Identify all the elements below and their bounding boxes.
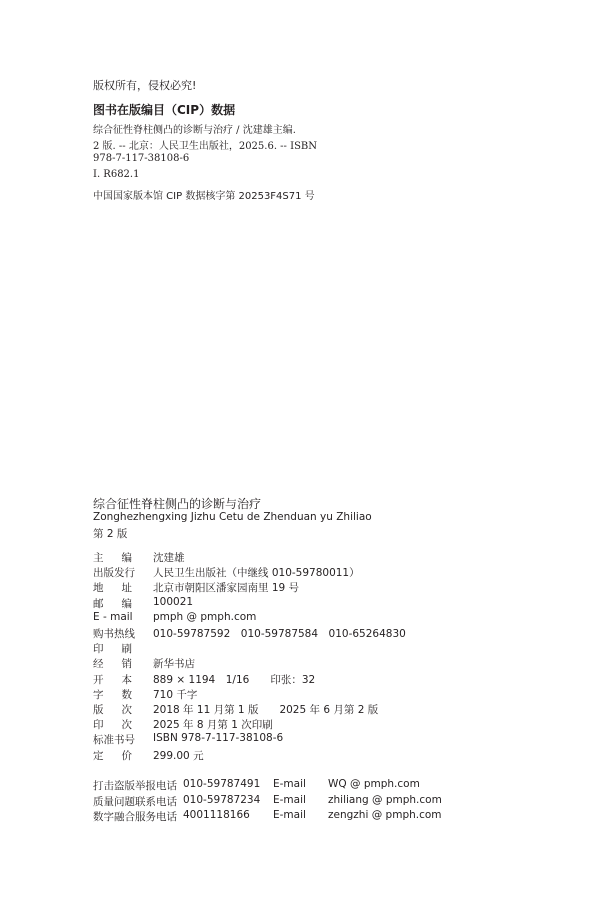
info-value: 2025 年 8 月第 1 次印刷 xyxy=(153,719,273,732)
contact-type: E-mail xyxy=(273,809,306,821)
cip-line-3: 978-7-117-38108-6 xyxy=(93,153,190,164)
book-edition: 第 2 版 xyxy=(93,528,128,540)
info-label: 定 价 xyxy=(93,749,132,762)
contact-email: zhiliang @ pmph.com xyxy=(328,793,442,806)
info-value: 100021 xyxy=(153,595,194,608)
info-value: ISBN 978-7-117-38108-6 xyxy=(153,732,284,745)
copyright-notice: 版权所有，侵权必究! xyxy=(93,79,197,92)
cip-line-1: 综合征性脊柱侧凸的诊断与治疗 / 沈建雄主编. xyxy=(93,125,296,136)
info-value: 沈建雄 xyxy=(153,552,185,564)
info-label: 版 次 xyxy=(93,704,132,716)
contact-phone: 010-59787491 xyxy=(183,778,261,790)
info-label: 经 销 xyxy=(93,658,132,671)
contact-phone: 4001118166 xyxy=(183,809,250,821)
info-label: 地 址 xyxy=(93,582,132,595)
info-value: 人民卫生出版社（中继线 010-59780011） xyxy=(153,567,360,580)
info-label: 印 刷 xyxy=(93,643,132,656)
info-label: 印 次 xyxy=(93,719,132,732)
info-value: 710 千字 xyxy=(153,688,198,701)
info-value: 299.00 元 xyxy=(153,749,204,762)
info-value: 新华书店 xyxy=(153,658,195,671)
info-label: 主 编 xyxy=(93,552,132,564)
info-label: 邮 编 xyxy=(93,597,132,610)
info-label: 购书热线 xyxy=(93,628,135,640)
cip-heading: 图书在版编目（CIP）数据 xyxy=(93,103,236,117)
info-value: pmph @ pmph.com xyxy=(153,610,257,623)
info-label: 标准书号 xyxy=(93,734,135,747)
book-title-pinyin: Zonghezhengxing Jizhu Cetu de Zhenduan yu Zhiliao xyxy=(93,511,372,523)
info-label: 出版发行 xyxy=(93,567,135,580)
info-label: E - mail xyxy=(93,610,133,623)
cip-line-4: Ⅰ. R682.1 xyxy=(93,169,140,180)
contact-email: zengzhi @ pmph.com xyxy=(328,809,442,821)
cip-line-2: 2 版. -- 北京：人民卫生出版社，2025.6. -- ISBN xyxy=(93,141,318,152)
cip-approval-number: 中国国家版本馆 CIP 数据核字第 20253F4S71 号 xyxy=(93,191,315,202)
info-value: 2018 年 11 月第 1 版 2025 年 6 月第 2 版 xyxy=(153,704,379,716)
info-value: 889 × 1194 1/16 印张：32 xyxy=(153,673,316,686)
contact-email: WQ @ pmph.com xyxy=(328,778,420,790)
info-label: 字 数 xyxy=(93,688,132,701)
contact-type: E-mail xyxy=(273,778,306,790)
contact-label: 质量问题联系电话 xyxy=(93,795,177,808)
info-value: 北京市朝阳区潘家园南里 19 号 xyxy=(153,582,300,595)
info-label: 开 本 xyxy=(93,673,132,686)
contact-label: 打击盗版举报电话 xyxy=(93,780,177,792)
contact-type: E-mail xyxy=(273,793,306,806)
book-title: 综合征性脊柱侧凸的诊断与治疗 xyxy=(93,497,262,511)
contact-label: 数字融合服务电话 xyxy=(93,811,177,823)
contact-phone: 010-59787234 xyxy=(183,793,261,806)
info-value: 010-59787592 010-59787584 010-65264830 xyxy=(153,628,406,640)
